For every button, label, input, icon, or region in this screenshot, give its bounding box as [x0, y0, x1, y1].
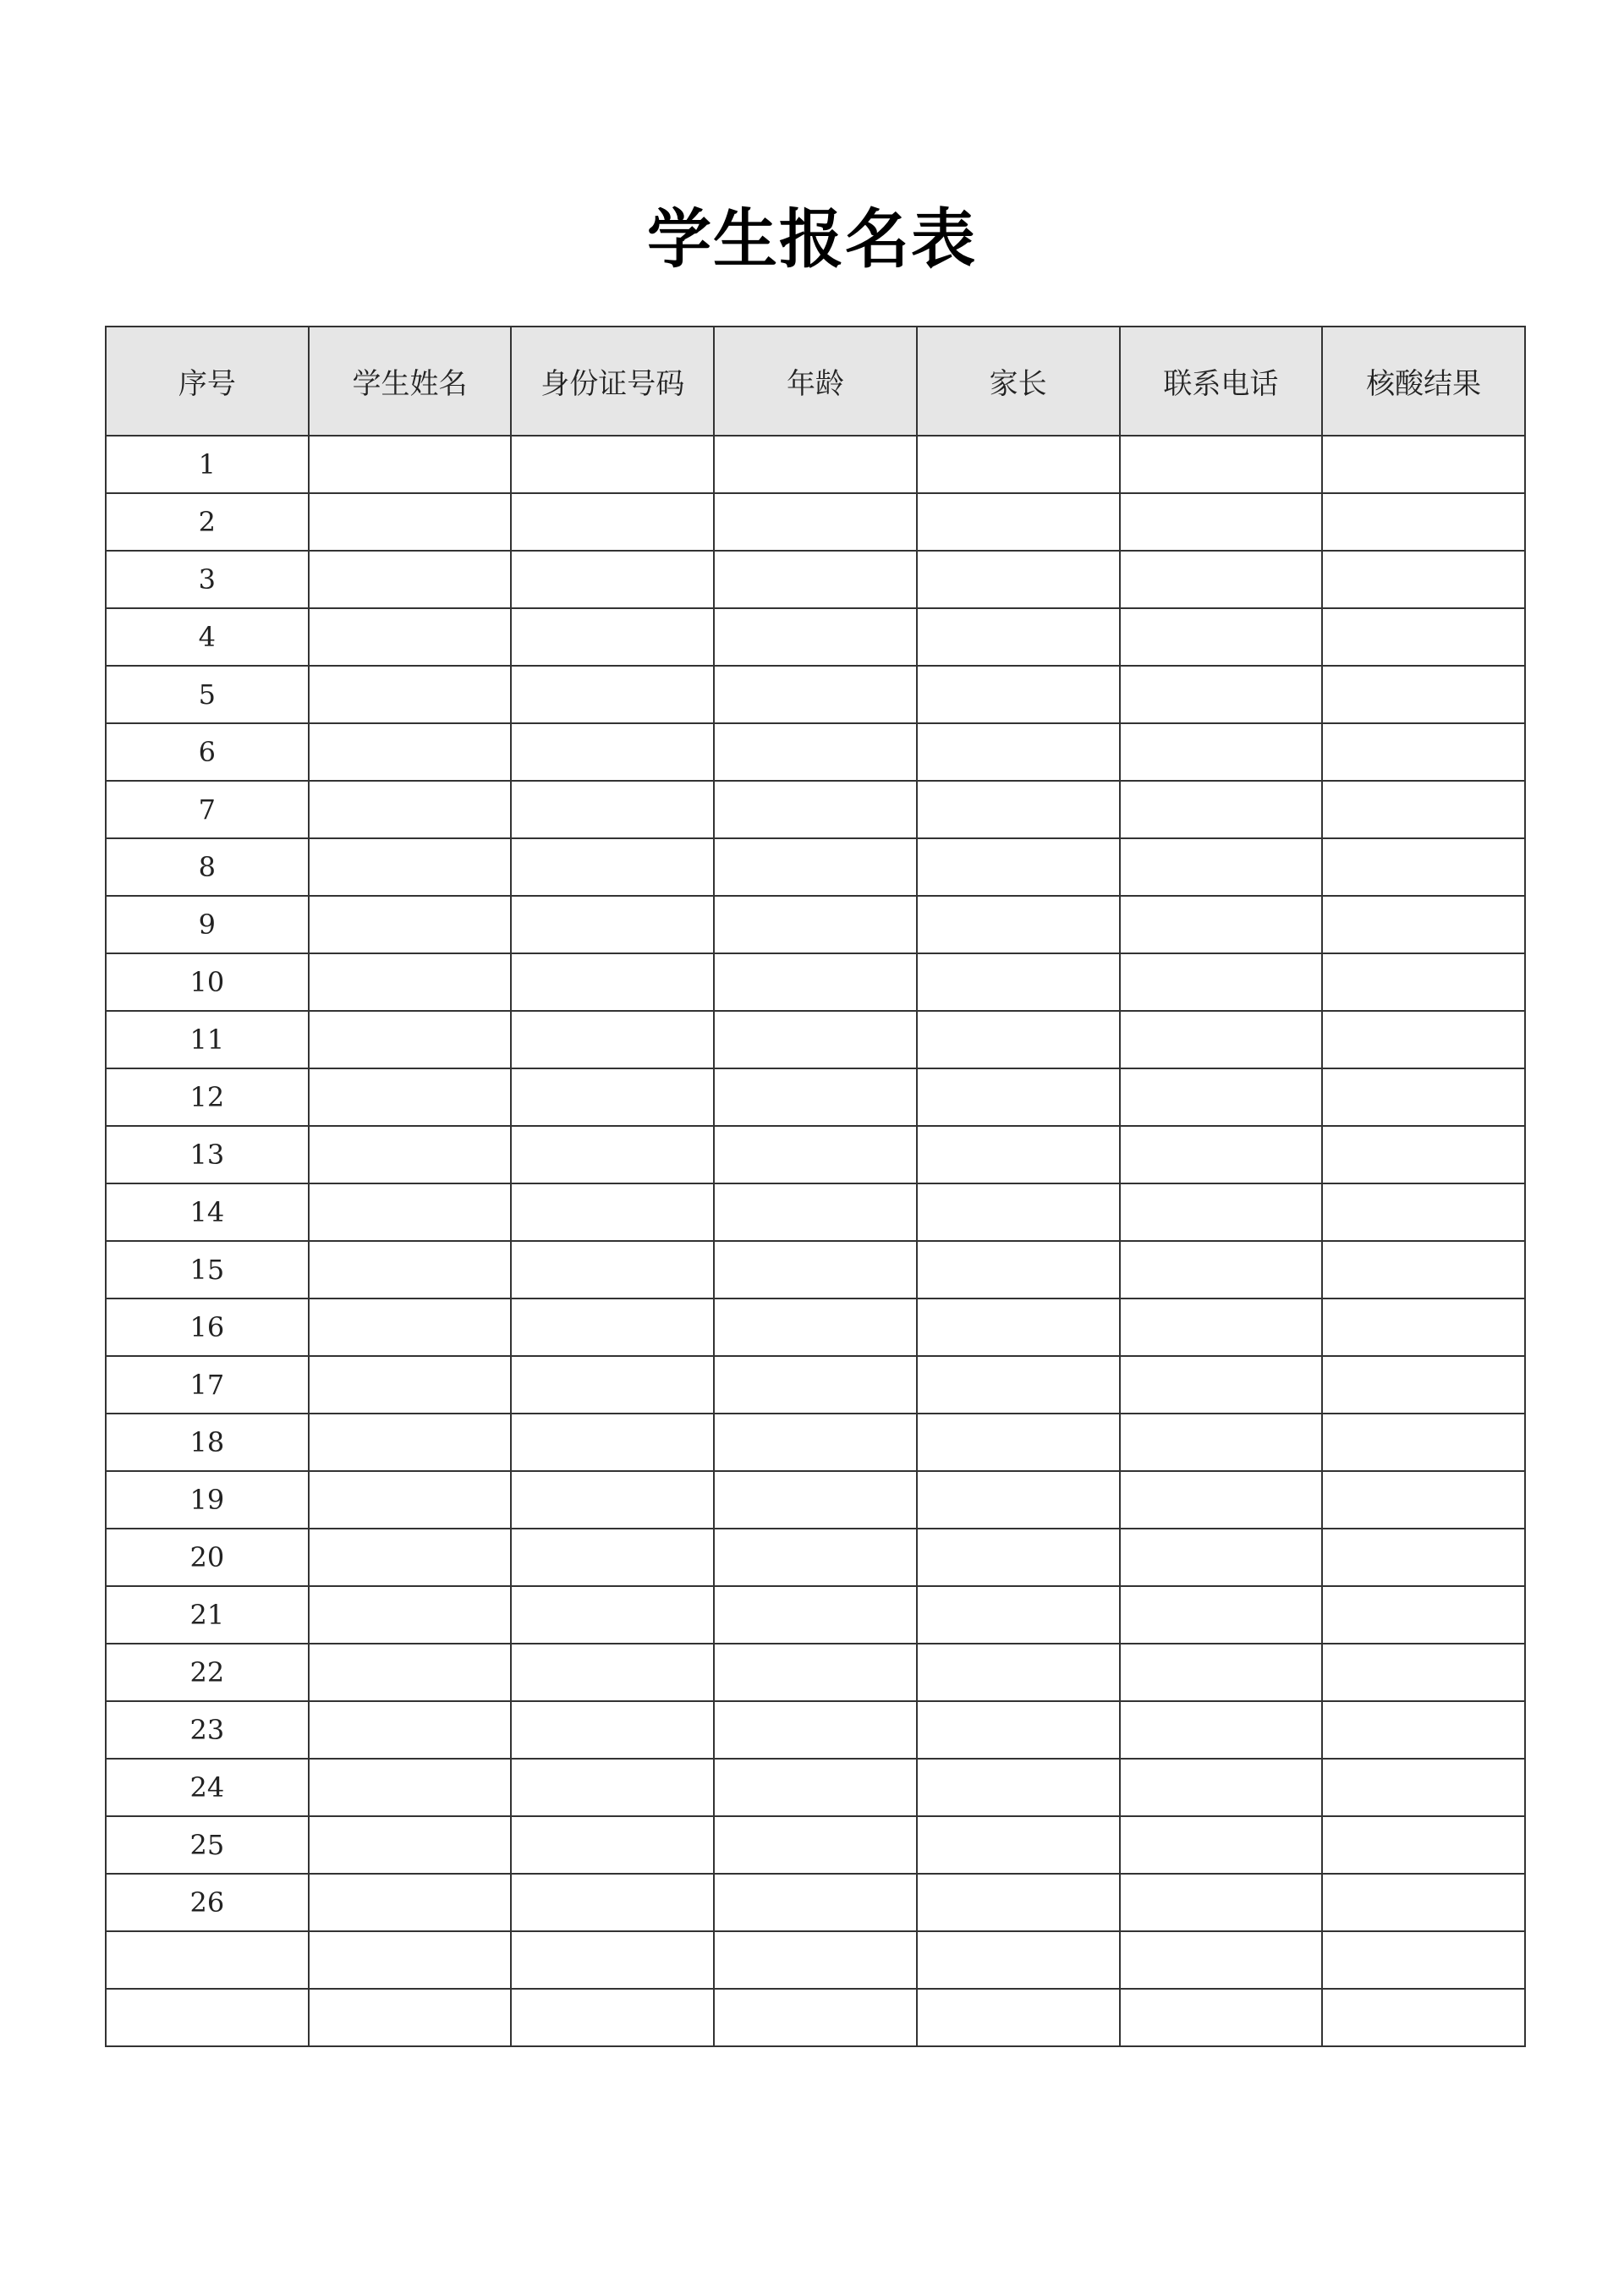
table-row: [106, 1471, 1525, 1529]
row-index-cell: 24: [106, 1759, 309, 1816]
blank-entry-cell[interactable]: [511, 551, 714, 608]
blank-entry-cell[interactable]: [917, 1356, 1120, 1414]
blank-entry-cell[interactable]: [1322, 1759, 1525, 1816]
blank-entry-cell[interactable]: [917, 1068, 1120, 1126]
blank-entry-cell[interactable]: [714, 608, 917, 666]
blank-entry-cell[interactable]: [511, 608, 714, 666]
blank-entry-cell[interactable]: [1120, 493, 1323, 551]
blank-entry-cell[interactable]: [917, 781, 1120, 838]
row-index-cell: 5: [106, 666, 309, 723]
table-row: [106, 1989, 1525, 2046]
column-header: 年龄: [714, 327, 917, 436]
row-index-cell: [106, 1931, 309, 1989]
blank-entry-cell[interactable]: [1120, 1759, 1323, 1816]
blank-entry-cell[interactable]: [1322, 436, 1525, 493]
blank-entry-cell[interactable]: [309, 1356, 512, 1414]
blank-entry-cell[interactable]: [917, 493, 1120, 551]
row-index-cell: 21: [106, 1586, 309, 1644]
table-body: [106, 436, 1525, 2046]
blank-entry-cell[interactable]: [714, 1241, 917, 1298]
blank-entry-cell[interactable]: [309, 896, 512, 953]
row-index-cell: 4: [106, 608, 309, 666]
blank-entry-cell[interactable]: [309, 953, 512, 1011]
blank-entry-cell[interactable]: [1120, 1529, 1323, 1586]
blank-entry-cell[interactable]: [309, 1874, 512, 1931]
blank-entry-cell[interactable]: [1322, 1414, 1525, 1471]
blank-entry-cell[interactable]: [917, 1931, 1120, 1989]
table-row: [106, 1644, 1525, 1701]
blank-entry-cell[interactable]: [917, 436, 1120, 493]
blank-entry-cell[interactable]: [511, 838, 714, 896]
blank-entry-cell[interactable]: [917, 1241, 1120, 1298]
table-row: [106, 608, 1525, 666]
blank-entry-cell[interactable]: [511, 1931, 714, 1989]
blank-entry-cell[interactable]: [1120, 436, 1323, 493]
blank-entry-cell[interactable]: [1322, 493, 1525, 551]
column-header: 学生姓名: [309, 327, 512, 436]
blank-entry-cell[interactable]: [511, 1183, 714, 1241]
row-index-cell: 22: [106, 1644, 309, 1701]
table-header: [106, 327, 1525, 436]
blank-entry-cell[interactable]: [309, 1414, 512, 1471]
blank-entry-cell[interactable]: [1322, 1989, 1525, 2046]
row-index-cell: [106, 1989, 309, 2046]
blank-entry-cell[interactable]: [917, 1701, 1120, 1759]
row-index-cell: 23: [106, 1701, 309, 1759]
blank-entry-cell[interactable]: [917, 896, 1120, 953]
blank-entry-cell[interactable]: [1120, 1874, 1323, 1931]
blank-entry-cell[interactable]: [917, 1874, 1120, 1931]
blank-entry-cell[interactable]: [309, 1241, 512, 1298]
blank-entry-cell[interactable]: [511, 1414, 714, 1471]
blank-entry-cell[interactable]: [714, 1701, 917, 1759]
row-index-cell: 1: [106, 436, 309, 493]
page-title: 学生报名表: [647, 201, 977, 277]
blank-entry-cell[interactable]: [1322, 1298, 1525, 1356]
blank-entry-cell[interactable]: [1322, 1586, 1525, 1644]
blank-entry-cell[interactable]: [1120, 1183, 1323, 1241]
blank-entry-cell[interactable]: [714, 436, 917, 493]
blank-entry-cell[interactable]: [714, 1874, 917, 1931]
table-row: [106, 1356, 1525, 1414]
row-index-cell: 3: [106, 551, 309, 608]
blank-entry-cell[interactable]: [1322, 781, 1525, 838]
table-row: [106, 436, 1525, 493]
blank-entry-cell[interactable]: [714, 1183, 917, 1241]
blank-entry-cell[interactable]: [1322, 666, 1525, 723]
blank-entry-cell[interactable]: [917, 723, 1120, 781]
blank-entry-cell[interactable]: [309, 1701, 512, 1759]
blank-entry-cell[interactable]: [1120, 1068, 1323, 1126]
blank-entry-cell[interactable]: [917, 1414, 1120, 1471]
blank-entry-cell[interactable]: [309, 838, 512, 896]
blank-entry-cell[interactable]: [714, 1759, 917, 1816]
row-index-cell: 17: [106, 1356, 309, 1414]
table-row: [106, 1931, 1525, 1989]
blank-entry-cell[interactable]: [1120, 1644, 1323, 1701]
table-row: [106, 723, 1525, 781]
blank-entry-cell[interactable]: [714, 1586, 917, 1644]
blank-entry-cell[interactable]: [1120, 1471, 1323, 1529]
blank-entry-cell[interactable]: [511, 1356, 714, 1414]
blank-entry-cell[interactable]: [1322, 723, 1525, 781]
blank-entry-cell[interactable]: [1322, 1183, 1525, 1241]
row-index-cell: 9: [106, 896, 309, 953]
blank-entry-cell[interactable]: [1120, 1298, 1323, 1356]
blank-entry-cell[interactable]: [511, 896, 714, 953]
blank-entry-cell[interactable]: [309, 1989, 512, 2046]
blank-entry-cell[interactable]: [1322, 953, 1525, 1011]
blank-entry-cell[interactable]: [1322, 1644, 1525, 1701]
blank-entry-cell[interactable]: [1322, 1241, 1525, 1298]
blank-entry-cell[interactable]: [1120, 1931, 1323, 1989]
row-index-cell: 15: [106, 1241, 309, 1298]
blank-entry-cell[interactable]: [714, 1989, 917, 2046]
blank-entry-cell[interactable]: [309, 1529, 512, 1586]
blank-entry-cell[interactable]: [1120, 1126, 1323, 1183]
row-index-cell: 7: [106, 781, 309, 838]
blank-entry-cell[interactable]: [714, 493, 917, 551]
blank-entry-cell[interactable]: [309, 666, 512, 723]
blank-entry-cell[interactable]: [1120, 781, 1323, 838]
blank-entry-cell[interactable]: [714, 896, 917, 953]
blank-entry-cell[interactable]: [309, 1816, 512, 1874]
blank-entry-cell[interactable]: [1322, 1011, 1525, 1068]
blank-entry-cell[interactable]: [714, 1298, 917, 1356]
row-index-cell: 6: [106, 723, 309, 781]
blank-entry-cell[interactable]: [917, 1759, 1120, 1816]
row-index-cell: 2: [106, 493, 309, 551]
table-row: [106, 1011, 1525, 1068]
blank-entry-cell[interactable]: [511, 1529, 714, 1586]
blank-entry-cell[interactable]: [309, 436, 512, 493]
blank-entry-cell[interactable]: [309, 1298, 512, 1356]
blank-entry-cell[interactable]: [511, 1586, 714, 1644]
blank-entry-cell[interactable]: [1120, 666, 1323, 723]
table-row: [106, 953, 1525, 1011]
blank-entry-cell[interactable]: [714, 1471, 917, 1529]
blank-entry-cell[interactable]: [917, 608, 1120, 666]
table-row: [106, 838, 1525, 896]
row-index-cell: 16: [106, 1298, 309, 1356]
blank-entry-cell[interactable]: [1322, 1816, 1525, 1874]
column-header: 核酸结果: [1322, 327, 1525, 436]
blank-entry-cell[interactable]: [1120, 1241, 1323, 1298]
blank-entry-cell[interactable]: [917, 666, 1120, 723]
blank-entry-cell[interactable]: [511, 1011, 714, 1068]
registration-table: [105, 326, 1526, 2047]
table-row: [106, 1529, 1525, 1586]
blank-entry-cell[interactable]: [309, 1126, 512, 1183]
blank-entry-cell[interactable]: [714, 1068, 917, 1126]
blank-entry-cell[interactable]: [917, 1989, 1120, 2046]
blank-entry-cell[interactable]: [714, 838, 917, 896]
blank-entry-cell[interactable]: [511, 1989, 714, 2046]
blank-entry-cell[interactable]: [309, 1011, 512, 1068]
column-header: 身份证号码: [511, 327, 714, 436]
blank-entry-cell[interactable]: [1322, 1931, 1525, 1989]
blank-entry-cell[interactable]: [309, 1931, 512, 1989]
blank-entry-cell[interactable]: [714, 1011, 917, 1068]
blank-entry-cell[interactable]: [714, 1126, 917, 1183]
table-row: [106, 781, 1525, 838]
blank-entry-cell[interactable]: [714, 953, 917, 1011]
blank-entry-cell[interactable]: [917, 1816, 1120, 1874]
blank-entry-cell[interactable]: [511, 1701, 714, 1759]
row-index-cell: 26: [106, 1874, 309, 1931]
blank-entry-cell[interactable]: [309, 608, 512, 666]
blank-entry-cell[interactable]: [917, 1298, 1120, 1356]
row-index-cell: 12: [106, 1068, 309, 1126]
blank-entry-cell[interactable]: [714, 1816, 917, 1874]
table-row: [106, 1183, 1525, 1241]
blank-entry-cell[interactable]: [1120, 1701, 1323, 1759]
blank-entry-cell[interactable]: [309, 1586, 512, 1644]
blank-entry-cell[interactable]: [511, 723, 714, 781]
table-row: [106, 1759, 1525, 1816]
blank-entry-cell[interactable]: [309, 1068, 512, 1126]
blank-entry-cell[interactable]: [1120, 896, 1323, 953]
blank-entry-cell[interactable]: [1322, 896, 1525, 953]
blank-entry-cell[interactable]: [917, 1471, 1120, 1529]
blank-entry-cell[interactable]: [1322, 1356, 1525, 1414]
blank-entry-cell[interactable]: [511, 1241, 714, 1298]
row-index-cell: 14: [106, 1183, 309, 1241]
table-row: [106, 1068, 1525, 1126]
row-index-cell: 25: [106, 1816, 309, 1874]
blank-entry-cell[interactable]: [309, 1183, 512, 1241]
blank-entry-cell[interactable]: [309, 723, 512, 781]
blank-entry-cell[interactable]: [1120, 1816, 1323, 1874]
row-index-cell: 11: [106, 1011, 309, 1068]
blank-entry-cell[interactable]: [511, 1126, 714, 1183]
blank-entry-cell[interactable]: [1120, 723, 1323, 781]
blank-entry-cell[interactable]: [714, 666, 917, 723]
table-row: [106, 1126, 1525, 1183]
blank-entry-cell[interactable]: [1120, 551, 1323, 608]
blank-entry-cell[interactable]: [714, 723, 917, 781]
blank-entry-cell[interactable]: [917, 551, 1120, 608]
blank-entry-cell[interactable]: [917, 953, 1120, 1011]
blank-entry-cell[interactable]: [1322, 838, 1525, 896]
blank-entry-cell[interactable]: [1120, 1586, 1323, 1644]
blank-entry-cell[interactable]: [309, 1644, 512, 1701]
blank-entry-cell[interactable]: [511, 1874, 714, 1931]
blank-entry-cell[interactable]: [511, 436, 714, 493]
blank-entry-cell[interactable]: [1322, 1529, 1525, 1586]
blank-entry-cell[interactable]: [1322, 1068, 1525, 1126]
blank-entry-cell[interactable]: [309, 781, 512, 838]
blank-entry-cell[interactable]: [1322, 1471, 1525, 1529]
blank-entry-cell[interactable]: [714, 1931, 917, 1989]
table-row: [106, 1586, 1525, 1644]
blank-entry-cell[interactable]: [714, 1529, 917, 1586]
table-row: [106, 1241, 1525, 1298]
blank-entry-cell[interactable]: [1120, 1356, 1323, 1414]
blank-entry-cell[interactable]: [511, 1298, 714, 1356]
column-header: 序号: [106, 327, 309, 436]
blank-entry-cell[interactable]: [1120, 608, 1323, 666]
blank-entry-cell[interactable]: [511, 1068, 714, 1126]
blank-entry-cell[interactable]: [917, 1586, 1120, 1644]
table-row: [106, 1414, 1525, 1471]
blank-entry-cell[interactable]: [714, 1414, 917, 1471]
blank-entry-cell[interactable]: [309, 1471, 512, 1529]
row-index-cell: 13: [106, 1126, 309, 1183]
blank-entry-cell[interactable]: [511, 1759, 714, 1816]
row-index-cell: 19: [106, 1471, 309, 1529]
blank-entry-cell[interactable]: [1120, 838, 1323, 896]
row-index-cell: 8: [106, 838, 309, 896]
row-index-cell: 20: [106, 1529, 309, 1586]
blank-entry-cell[interactable]: [511, 493, 714, 551]
table-row: [106, 1816, 1525, 1874]
blank-entry-cell[interactable]: [1322, 1874, 1525, 1931]
table-row: [106, 1874, 1525, 1931]
table-row: [106, 666, 1525, 723]
blank-entry-cell[interactable]: [917, 1183, 1120, 1241]
blank-entry-cell[interactable]: [309, 493, 512, 551]
blank-entry-cell[interactable]: [917, 838, 1120, 896]
blank-entry-cell[interactable]: [511, 781, 714, 838]
blank-entry-cell[interactable]: [1322, 1701, 1525, 1759]
row-index-cell: 18: [106, 1414, 309, 1471]
blank-entry-cell[interactable]: [917, 1126, 1120, 1183]
table-row: [106, 493, 1525, 551]
table-row: [106, 1701, 1525, 1759]
table-row: [106, 1298, 1525, 1356]
blank-entry-cell[interactable]: [511, 1644, 714, 1701]
blank-entry-cell[interactable]: [511, 1471, 714, 1529]
blank-entry-cell[interactable]: [511, 666, 714, 723]
blank-entry-cell[interactable]: [309, 1759, 512, 1816]
blank-entry-cell[interactable]: [714, 1356, 917, 1414]
blank-entry-cell[interactable]: [1322, 551, 1525, 608]
blank-entry-cell[interactable]: [309, 551, 512, 608]
blank-entry-cell[interactable]: [511, 1816, 714, 1874]
table-row: [106, 896, 1525, 953]
blank-entry-cell[interactable]: [714, 1644, 917, 1701]
blank-entry-cell[interactable]: [1322, 608, 1525, 666]
blank-entry-cell[interactable]: [511, 953, 714, 1011]
blank-entry-cell[interactable]: [917, 1011, 1120, 1068]
blank-entry-cell[interactable]: [917, 1529, 1120, 1586]
blank-entry-cell[interactable]: [1120, 1989, 1323, 2046]
blank-entry-cell[interactable]: [1120, 953, 1323, 1011]
blank-entry-cell[interactable]: [1322, 1126, 1525, 1183]
blank-entry-cell[interactable]: [714, 781, 917, 838]
column-header: 联系电话: [1120, 327, 1323, 436]
column-header: 家长: [917, 327, 1120, 436]
blank-entry-cell[interactable]: [714, 551, 917, 608]
row-index-cell: 10: [106, 953, 309, 1011]
blank-entry-cell[interactable]: [1120, 1011, 1323, 1068]
blank-entry-cell[interactable]: [917, 1644, 1120, 1701]
table-row: [106, 551, 1525, 608]
blank-entry-cell[interactable]: [1120, 1414, 1323, 1471]
header-row: [106, 327, 1525, 436]
